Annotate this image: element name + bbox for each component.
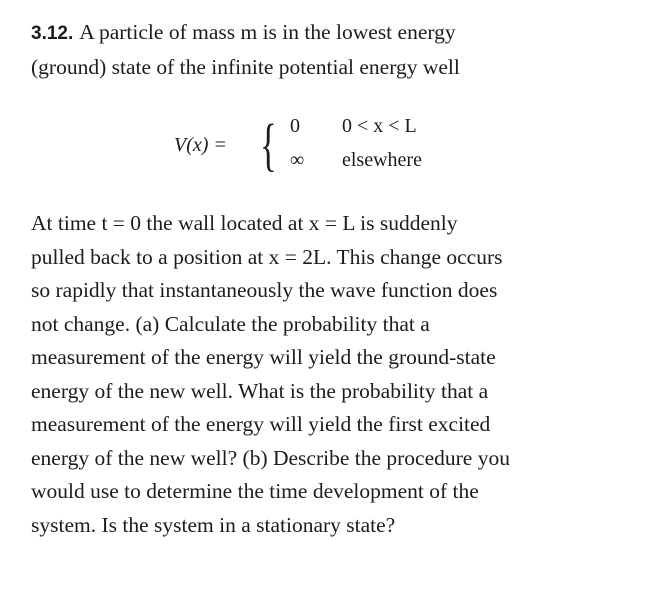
intro-line-2: (ground) state of the infinite potential energy well [31,54,460,79]
case2-value: ∞ [290,149,305,171]
body-line: pulled back to a position at x = 2L. This change occurs [31,244,503,269]
body-line: would use to determine the time development of the [31,479,479,503]
body-line: energy of the new well? (b) Describe the procedure you [31,445,510,470]
problem-body [31,207,631,542]
body-line: system. Is the system in a stationary state? [31,512,396,537]
problem-header-line [31,16,631,51]
intro-line-1: A particle of mass m is in the lowest energy [79,20,456,44]
problem-statement [31,16,631,84]
case1-condition: 0 < x < L [342,115,417,137]
body-line: so rapidly that instantaneously the wave function does [31,278,498,302]
body-line: At time t = 0 the wall located at x = L is suddenly [31,211,458,235]
equation-lhs: V(x) = [174,134,227,156]
body-line: measurement of the energy will yield the first excited [31,412,491,436]
case2-condition: elsewhere [342,149,422,171]
case1-value: 0 [290,115,300,137]
problem-number: 3.12. [31,23,74,44]
body-line: measurement of the energy will yield the ground-state [31,345,496,369]
potential-equation [174,112,494,184]
body-line: energy of the new well. What is the probability that a [31,378,489,403]
body-line: not change. (a) Calculate the probability that a [31,311,430,336]
left-brace: { [260,112,277,177]
